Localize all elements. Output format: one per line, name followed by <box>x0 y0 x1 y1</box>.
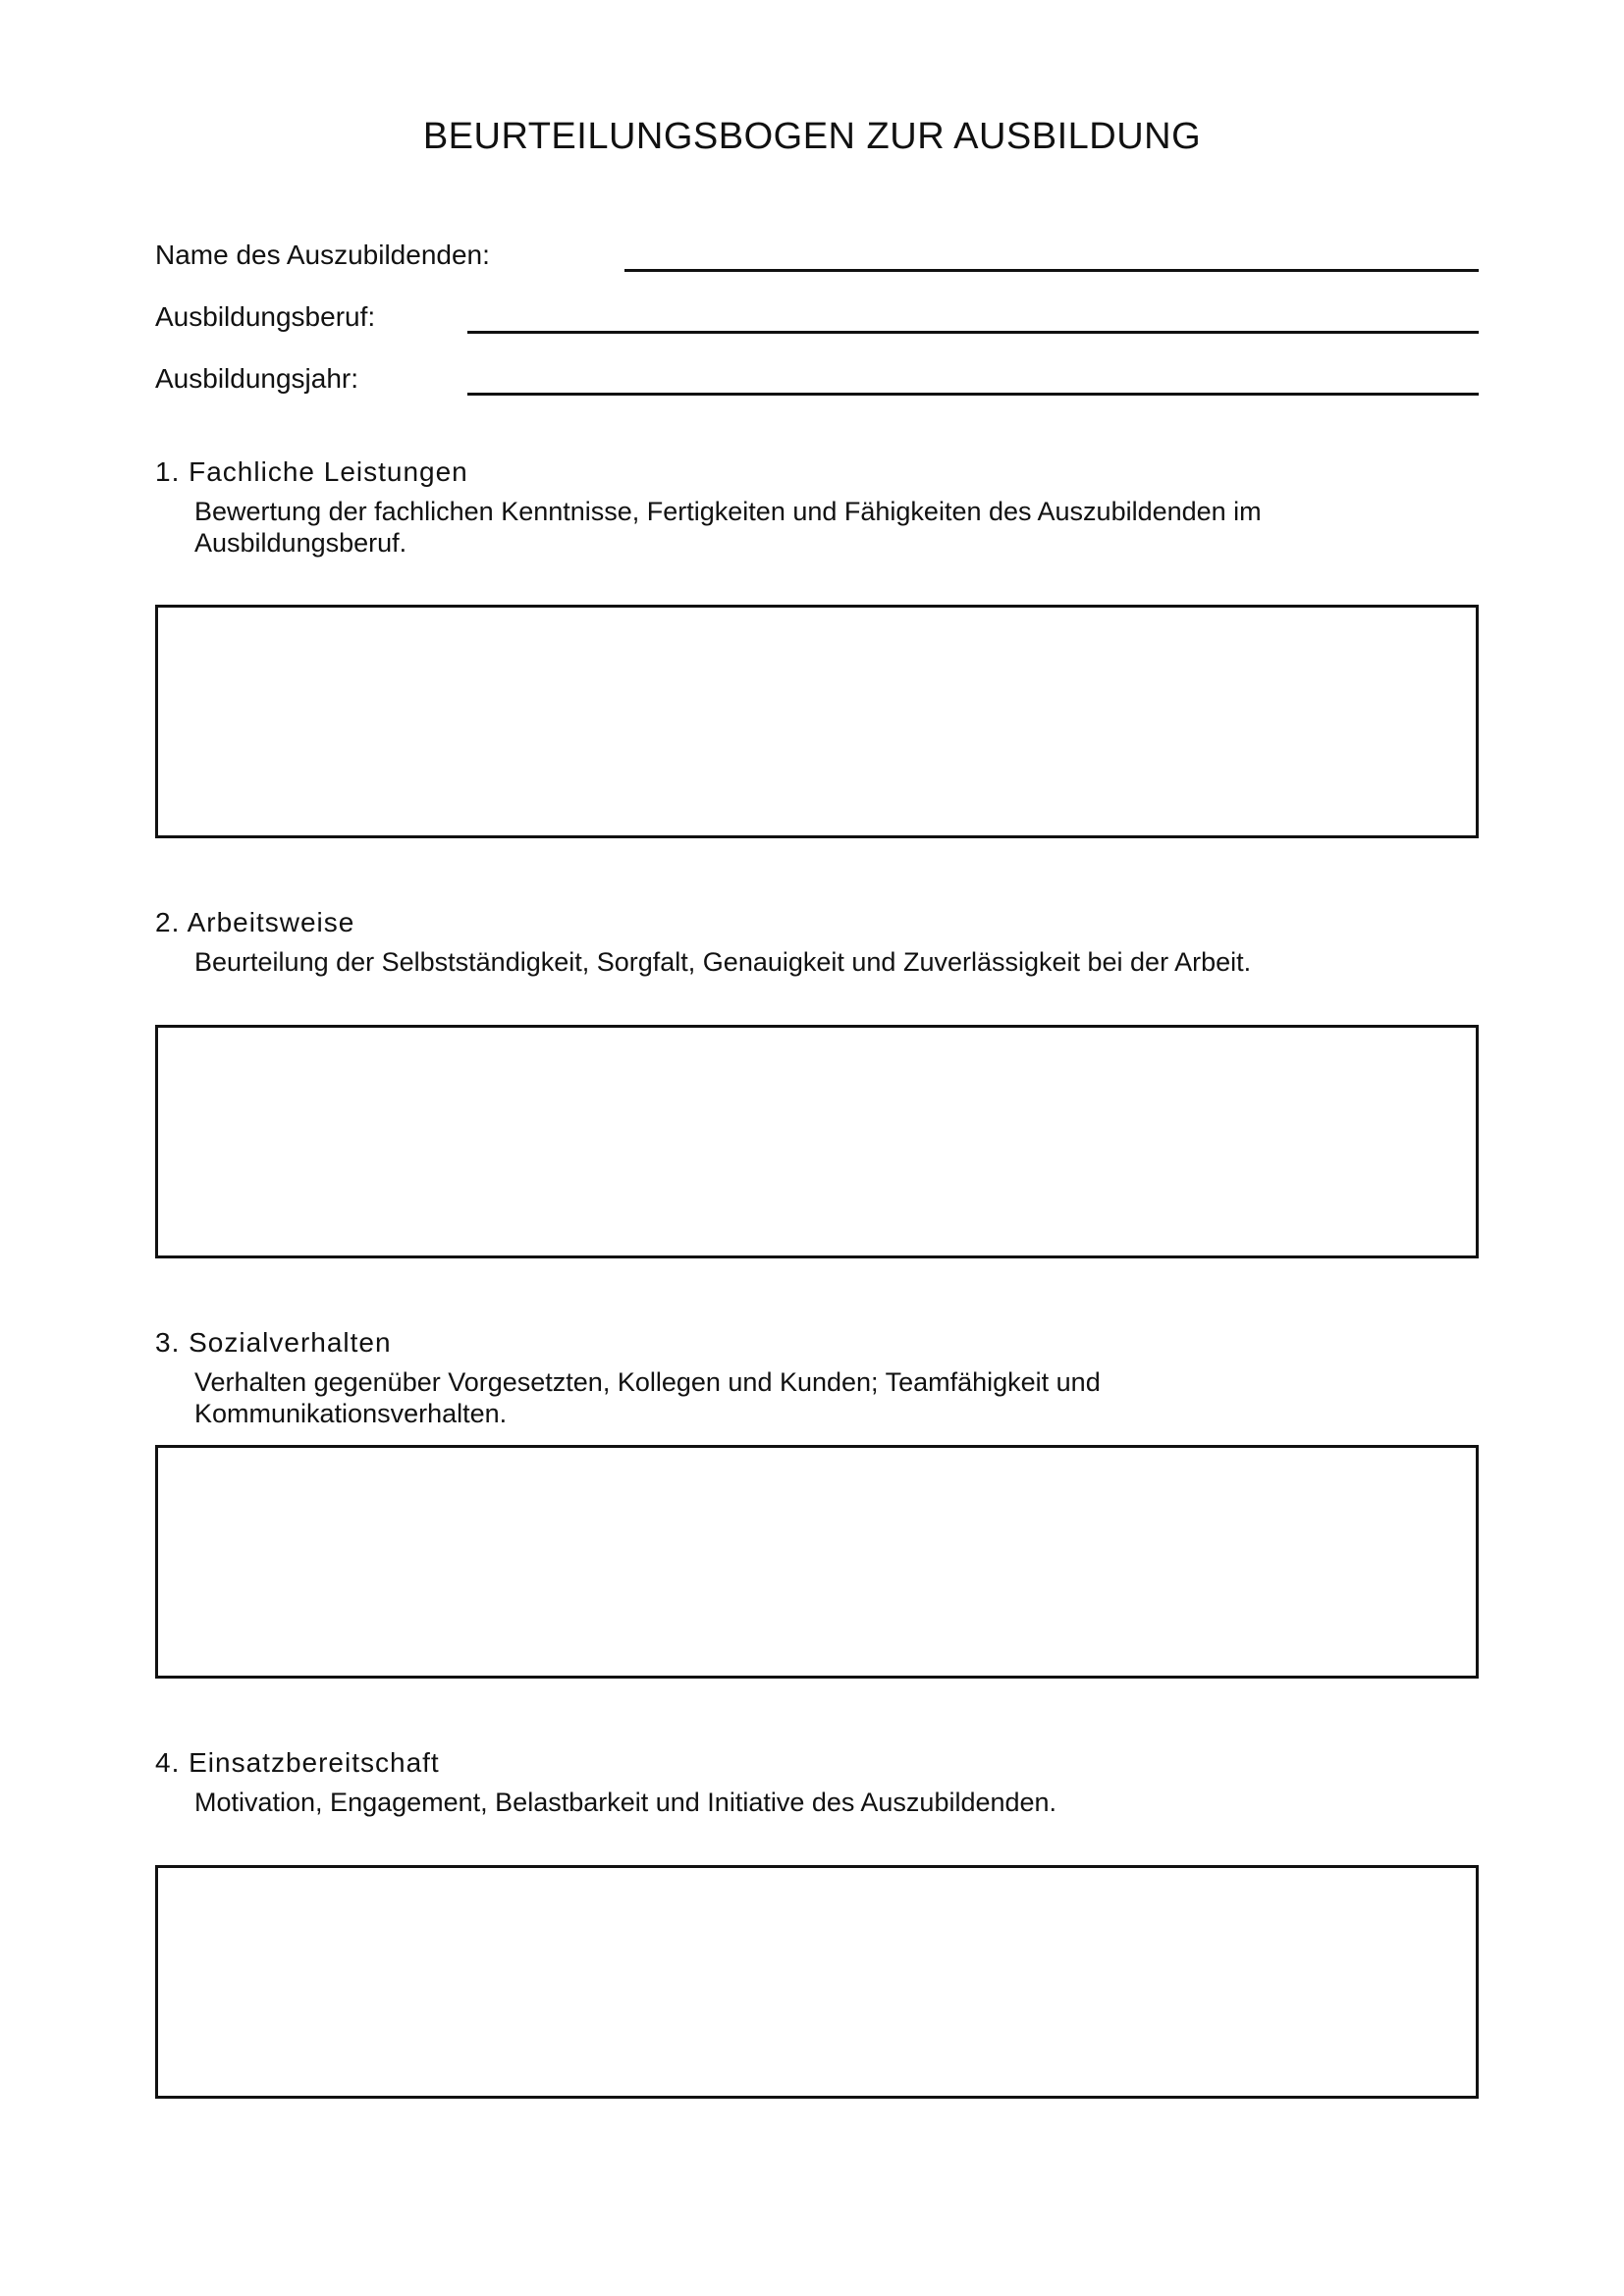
section-heading: 3. Sozialverhalten <box>155 1327 392 1358</box>
section-description: Bewertung der fachlichen Kenntnisse, Fertigkeiten und Fähigkeiten des Auszubildenden im Ausbildungsberuf. <box>194 497 1262 558</box>
field-name-input-line[interactable] <box>624 269 1479 272</box>
answer-box-sozialverhalten[interactable] <box>155 1445 1479 1679</box>
field-name-label: Name des Auszubildenden: <box>155 240 490 270</box>
section-arbeitsweise <box>155 905 1479 978</box>
page-title: BEURTEILUNGSBOGEN ZUR AUSBILDUNG <box>422 116 1202 157</box>
answer-box-fachliche-leistungen[interactable] <box>155 605 1479 838</box>
field-year-row <box>155 359 1479 399</box>
section-heading: 2. Arbeitsweise <box>155 907 355 937</box>
section-description: Motivation, Engagement, Belastbarkeit und Initiative des Auszubildenden. <box>194 1788 1057 1817</box>
section-description: Verhalten gegenüber Vorgesetzten, Kollegen und Kunden; Teamfähigkeit und Kommunikationsverhalten. <box>194 1367 1101 1428</box>
section-einsatzbereitschaft <box>155 1745 1479 1818</box>
field-occupation-row <box>155 297 1479 337</box>
field-name-row <box>155 236 1479 275</box>
answer-box-einsatzbereitschaft[interactable] <box>155 1865 1479 2099</box>
field-occupation-input-line[interactable] <box>467 331 1479 334</box>
field-year-label: Ausbildungsjahr: <box>155 363 359 394</box>
section-sozialverhalten <box>155 1325 1479 1429</box>
field-year-input-line[interactable] <box>467 393 1479 396</box>
section-description: Beurteilung der Selbstständigkeit, Sorgfalt, Genauigkeit und Zuverlässigkeit bei der Arbeit. <box>194 947 1252 977</box>
answer-box-arbeitsweise[interactable] <box>155 1025 1479 1258</box>
field-occupation-label: Ausbildungsberuf: <box>155 301 376 332</box>
section-heading: 4. Einsatzbereitschaft <box>155 1747 440 1778</box>
section-fachliche-leistungen <box>155 454 1479 559</box>
section-heading: 1. Fachliche Leistungen <box>155 456 468 487</box>
